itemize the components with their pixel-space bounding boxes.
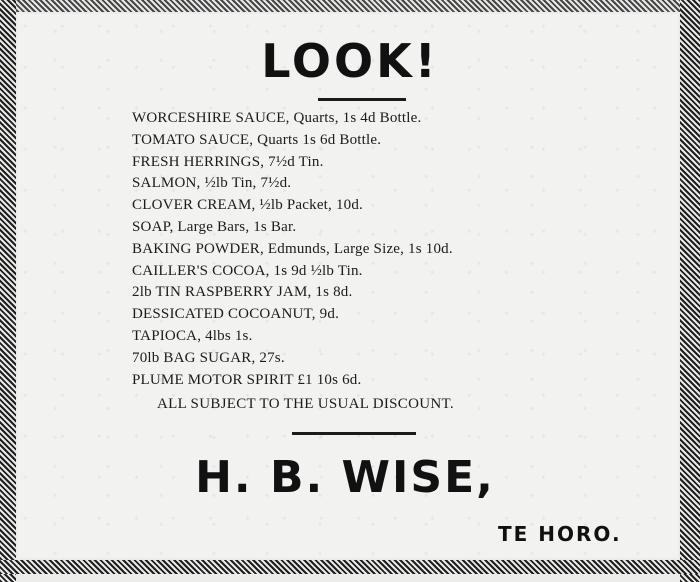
price-list-item: TOMATO SAUCE, Quarts 1s 6d Bottle. (132, 131, 382, 148)
price-list-item: CLOVER CREAM, ½lb Packet, 10d. (132, 197, 363, 214)
price-list-item: DESSICATED COCOANUT, 9d. (132, 306, 340, 323)
price-list-item: PLUME MOTOR SPIRIT £1 10s 6d. (132, 371, 362, 388)
ornamental-border-top (0, 0, 700, 12)
price-list-item: FRESH HERRINGS, 7½d Tin. (132, 153, 324, 170)
price-list-item: SOAP, Large Bars, 1s Bar. (132, 218, 297, 235)
advert-headline: LOOK! (261, 34, 439, 88)
merchant-name: H. B. WISE, (195, 452, 495, 503)
price-list-item: 70lb BAG SUGAR, 27s. (132, 349, 285, 366)
ornamental-border-bottom (0, 560, 700, 574)
price-list-item: TAPIOCA, 4lbs 1s. (132, 327, 253, 344)
divider-rule-middle (292, 432, 416, 435)
price-list-item: 2lb TIN RASPBERRY JAM, 1s 8d. (132, 284, 353, 301)
price-list (132, 108, 453, 391)
price-list-item: CAILLER'S COCOA, 1s 9d ½lb Tin. (132, 262, 363, 279)
price-list-item: SALMON, ½lb Tin, 7½d. (132, 175, 292, 192)
merchant-location: TE HORO. (498, 522, 622, 546)
divider-rule-top (318, 98, 406, 101)
discount-note: ALL SUBJECT TO THE USUAL DISCOUNT. (157, 396, 454, 412)
price-list-item: WORCESHIRE SAUCE, Quarts, 1s 4d Bottle. (132, 110, 422, 126)
price-list-item: BAKING POWDER, Edmunds, Large Size, 1s 10d. (132, 240, 453, 257)
